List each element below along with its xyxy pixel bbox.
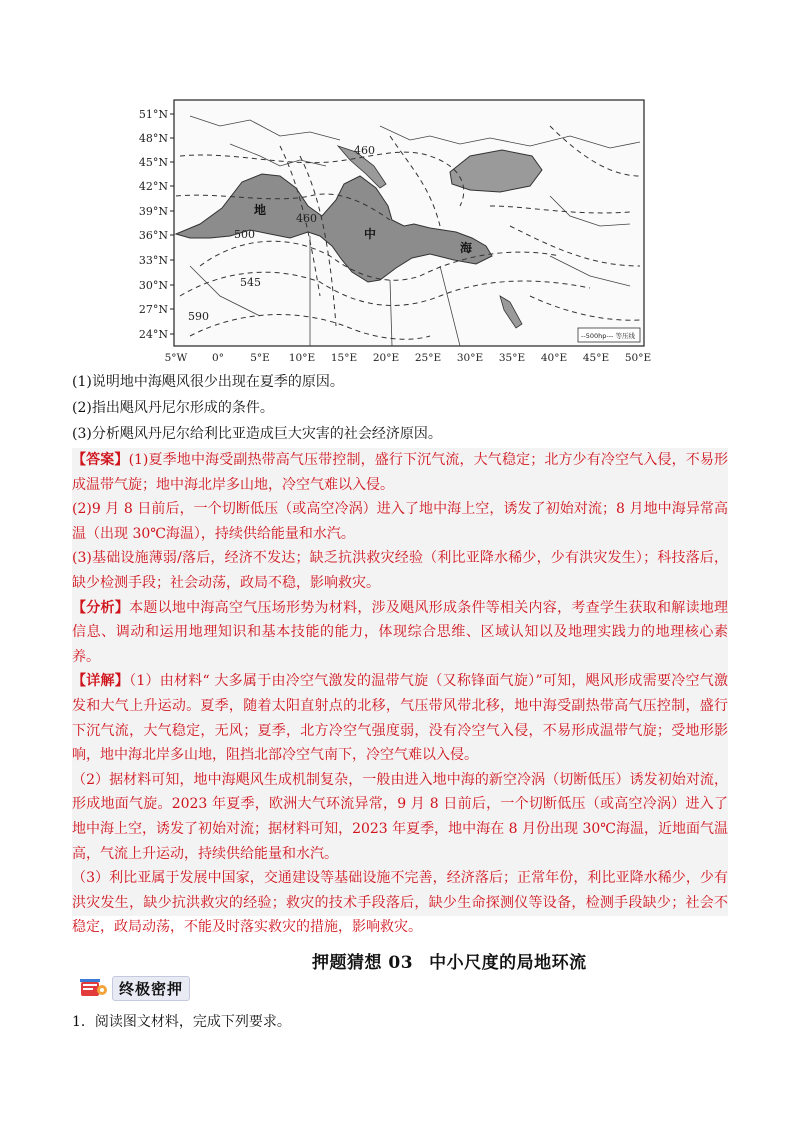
lon-label: 25°E	[414, 352, 442, 364]
final-prediction-badge	[80, 976, 190, 1000]
lat-label: 33°N	[138, 254, 168, 267]
detail-tag: 【详解】	[72, 673, 130, 690]
analysis-tag: 【分析】	[72, 599, 130, 616]
answer-paragraph-3: (3)基础设施薄弱/落后，经济不发达；缺乏抗洪救灾经验（利比亚降水稀少，少有洪灾发生）；科技落后，缺少检测手段；社会动荡，政局不稳，影响救灾。	[72, 550, 728, 591]
lat-label: 48°N	[138, 132, 168, 145]
lon-label: 15°E	[330, 352, 358, 364]
answer-block	[72, 448, 729, 936]
lat-label: 36°N	[138, 229, 168, 242]
question-3: (3)分析飓风丹尼尔给利比亚造成巨大灾害的社会经济原因。	[72, 426, 442, 442]
lon-label: 10°E	[288, 352, 316, 364]
contour-label: 460	[296, 212, 317, 225]
lat-label: 51°N	[138, 108, 168, 121]
lon-label: 35°E	[498, 352, 526, 364]
task-instruction: 1．阅读图文材料，完成下列要求。	[72, 1014, 291, 1030]
section-title	[312, 948, 587, 973]
contour-label: 500	[234, 228, 255, 241]
lat-label: 30°N	[138, 279, 168, 292]
answer-paragraph-1	[72, 448, 728, 497]
sea-label-char: 中	[364, 227, 377, 241]
section-title-number: 押题猜想 03	[312, 953, 414, 973]
lat-label: 42°N	[138, 180, 168, 193]
detail-paragraph-3: （3）利比亚属于发展中国家，交通建设等基础设施不完善，经济落后；正常年份，利比亚降水稀少，少有洪灾发生，缺少抗洪救灾的经验；救灾的技术手段落后，缺少生命探测仪等设备，检测手段缺少；社会不稳定，政局动荡，不能及时落实救灾的措施，影响救灾。	[72, 870, 728, 936]
sea-label-char: 海	[460, 241, 473, 255]
answer-tag: 【答案】	[72, 452, 129, 468]
detail-paragraph-2: （2）据材料可知，地中海飓风生成机制复杂，一般由进入地中海的新空冷涡（切断低压）诱发初始对流，形成地面气旋。2023 年夏季，欧洲大气环流异常，9 月 8 日前后，一个切断低压（或高空冷涡）进入了地中海上空，诱发了初始对流；据材料可知，2023 年夏季，地中海在 8 月份出现 30℃海温，近地面气温高，气流上升运动，持续供给能量和水汽。	[72, 771, 728, 862]
contour-label: 590	[188, 310, 209, 323]
lat-label: 39°N	[138, 205, 168, 218]
question-2: (2)指出飓风丹尼尔形成的条件。	[72, 400, 274, 416]
answer-text-1: (1)夏季地中海受副热带高气压带控制，盛行下沉气流，大气稳定；北方少有冷空气入侵，不易形成温带气旋；地中海北岸多山地，冷空气难以入侵。	[72, 452, 729, 493]
lat-label: 45°N	[138, 156, 168, 169]
lon-label: 30°E	[456, 352, 484, 364]
lon-label: 5°W	[164, 352, 188, 364]
contour-label: 460	[354, 144, 375, 157]
lon-label: 20°E	[372, 352, 400, 364]
section-title-topic: 中小尺度的局地环流	[429, 953, 587, 973]
lon-label: 40°E	[540, 352, 568, 364]
sea-label-char: 地	[254, 203, 267, 217]
badge-label: 终极密押	[112, 976, 190, 1001]
book-pencil-icon	[80, 978, 108, 998]
detail-text-1: （1）由材料“ 大多属于由冷空气激发的温带气旋（又称锋面气旋）”可知，飓风形成需要冷空气激发和大气上升运动。夏季，随着太阳直射点的北移，气压带风带北移，地中海受副热带高气压控制，盛行下沉气流，大气稳定，无风；夏季，北方冷空气强度弱，没有冷空气入侵，不易形成温带气旋；受地形影响，地中海北岸多山地，阻挡北部冷空气南下，冷空气难以入侵。	[72, 673, 729, 764]
detail-paragraph-1	[72, 669, 728, 767]
pressure-map-figure	[130, 96, 670, 366]
analysis-text: 本题以地中海高空气压场形势为材料，涉及飓风形成条件等相关内容，考查学生获取和解读地理信息、调动和运用地理知识和基本技能的能力，体现综合思维、区域认知以及地理实践力的地理核心素养。	[72, 599, 729, 665]
answer-paragraph-2: (2)9 月 8 日前后，一个切断低压（或高空冷涡）进入了地中海上空，诱发了初始对流；8 月地中海异常高温（出现 30℃海温），持续供给能量和水汽。	[72, 501, 728, 542]
lon-label: 5°E	[250, 352, 270, 364]
analysis-paragraph	[72, 596, 728, 670]
lon-label: 0°	[212, 352, 224, 364]
map-legend-text: --500hp--- 等压线	[581, 332, 635, 340]
map-svg	[130, 96, 670, 366]
contour-label: 545	[240, 276, 261, 289]
lon-label: 45°E	[582, 352, 610, 364]
lat-label: 24°N	[138, 328, 168, 341]
question-1: (1)说明地中海飓风很少出现在夏季的原因。	[72, 374, 344, 390]
lat-label: 27°N	[138, 303, 168, 316]
lon-label: 50°E	[624, 352, 652, 364]
